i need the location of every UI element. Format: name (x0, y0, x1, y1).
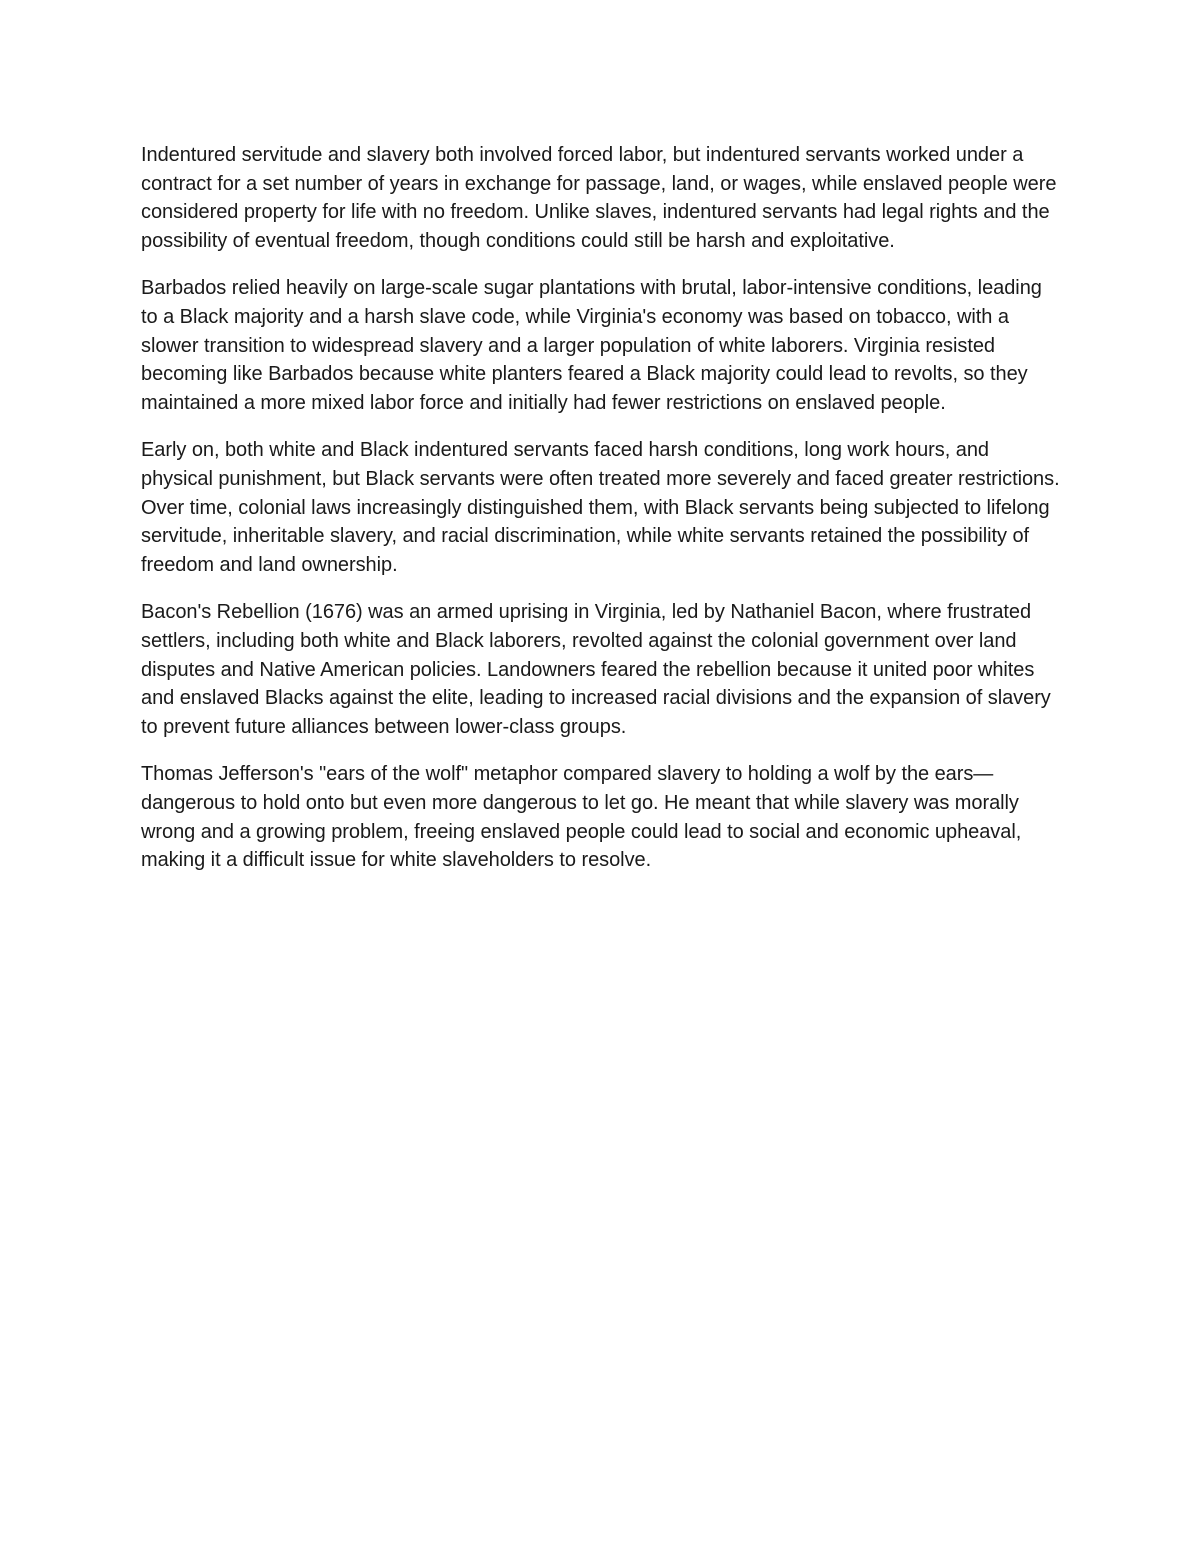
document-body (141, 141, 1063, 894)
paragraph-servant-treatment: Early on, both white and Black indentured servants faced harsh conditions, long work hours, and physical punishment, but Black servants were often treated more severely and faced greater restrictions. Over time, colonial laws increasingly distinguished them, with Black servants being subjected to lifelong servitude, inheritable slavery, and racial discrimination, while white servants retained the possibility of freedom and land ownership. (141, 439, 1060, 577)
paragraph-bacons-rebellion: Bacon's Rebellion (1676) was an armed uprising in Virginia, led by Nathaniel Bacon, where frustrated settlers, including both white and Black laborers, revolted against the colonial government over land disputes and Native American policies. Landowners feared the rebellion because it united poor whites and enslaved Blacks against the elite, leading to increased racial divisions and the expansion of slavery to prevent future alliances between lower-class groups. (141, 601, 1051, 739)
paragraph-indentured-servitude: Indentured servitude and slavery both involved forced labor, but indentured servants worked under a contract for a set number of years in exchange for passage, land, or wages, while enslaved people were considered property for life with no freedom. Unlike slaves, indentured servants had legal rights and the possibility of eventual freedom, though conditions could still be harsh and exploitative. (141, 144, 1057, 253)
paragraph-barbados-virginia: Barbados relied heavily on large-scale sugar plantations with brutal, labor-intensive conditions, leading to a Black majority and a harsh slave code, while Virginia's economy was based on tobacco, with a slower transition to widespread slavery and a larger population of white laborers. Virginia resisted becoming like Barbados because white planters feared a Black majority could lead to revolts, so they maintained a more mixed labor force and initially had fewer restrictions on enslaved people. (141, 277, 1042, 415)
paragraph-ears-of-the-wolf: Thomas Jefferson's "ears of the wolf" metaphor compared slavery to holding a wolf by the ears—dangerous to hold onto but even more dangerous to let go. He meant that while slavery was morally wrong and a growing problem, freeing enslaved people could lead to social and economic upheaval, making it a difficult issue for white slaveholders to resolve. (141, 763, 1022, 872)
